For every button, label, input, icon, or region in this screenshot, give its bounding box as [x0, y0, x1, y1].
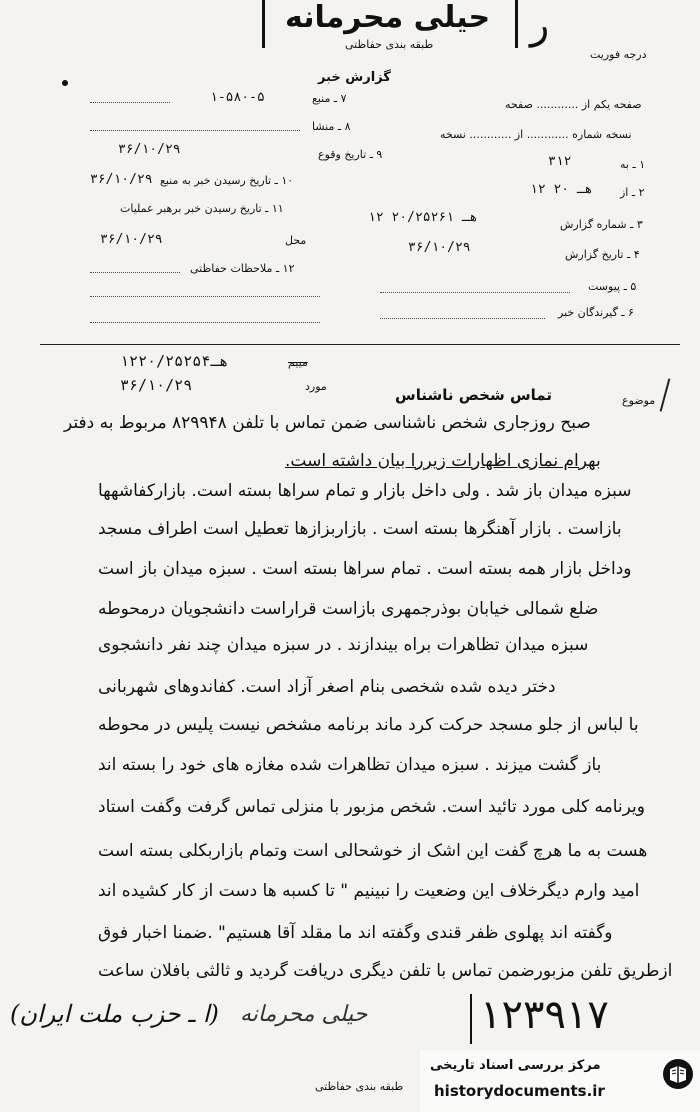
place-value: ۳۶/۱۰/۲۹: [100, 232, 163, 247]
to-label: ۱ ـ به: [620, 158, 646, 171]
to-value: ۳۱۲: [548, 154, 572, 169]
body-line: سبزه میدان تظاهرات براه بیندازند . در سبزه میدان چند نفر دانشجوی: [98, 635, 589, 655]
body-line: ضلع شمالی خیابان بوذرجمهری بازاست قراراست دانشجویان درمحوطه: [98, 599, 599, 619]
subject-value: تماس شخص ناشناس: [395, 386, 552, 404]
body-line: دختر دیده شده شخصی بنام اصغر آزاد است. کفاندوهای شهربانی: [98, 677, 556, 697]
dots: [380, 318, 545, 319]
classification-stamp: [262, 0, 518, 51]
dots: [380, 292, 570, 293]
date-occurred-label: ۹ ـ تاریخ وقوع: [318, 148, 383, 161]
date-to-source-value: ۳۶/۱۰/۲۹: [90, 172, 153, 187]
dots: [90, 296, 320, 297]
archive-book-icon: [662, 1058, 694, 1090]
source-value: ۱-۵۸۰-۵: [210, 90, 265, 105]
copy-number-label: نسخه شماره ............ از ............ نسخه: [440, 128, 632, 141]
reference-number: ۱۲هـ۲۰/۲۵۲۵۴: [120, 352, 229, 370]
body-line: وگفته اند پهلوی ظفر قندی وگفته اند ما مقلد آقا هستیم" .ضمنا اخبار فوق: [98, 923, 613, 943]
from-value: ۱۲ هـ ۲۰: [530, 182, 593, 197]
subject-tick-mark: [660, 378, 671, 411]
body-line: سبزه میدان باز شد . ولی داخل بازار و تمام سراها بسته است. بازارکفاشهها: [98, 481, 632, 501]
body-line: وداخل بازار همه بسته است . تمام سراها بسته است . سبزه میدان باز است: [98, 559, 632, 579]
body-line: امید وارم دیگرخلاف این وضعیت را نبینیم " تا کسبه ها دست از کار کشیده اند: [98, 881, 640, 901]
source-label: ۷ ـ منبع: [312, 92, 347, 105]
document-number: ۱۲۳۹۱۷: [480, 992, 609, 1038]
date-to-source-label: ۱۰ ـ تاریخ رسیدن خبر به منبع: [160, 174, 294, 187]
date-to-ops-label: ۱۱ ـ تاریخ رسیدن خبر برهبر عملیات: [120, 202, 284, 215]
body-line: بهرام نمازی اظهارات زیررا بیان داشته است.: [285, 451, 601, 471]
date-occurred-value: ۳۶/۱۰/۲۹: [118, 142, 181, 157]
recipients-label: ۶ ـ گیرندگان خبر: [558, 306, 634, 319]
reference-prefix: مییم: [288, 356, 308, 369]
stamp-top-text: حیلی محرمانه: [285, 0, 491, 35]
body-line: صبح روزجاری شخص ناشناسی ضمن تماس با تلفن ۸۲۹۹۴۸ مربوط به دفتر: [64, 413, 591, 433]
from-label: ۲ ـ از: [620, 186, 645, 199]
handwritten-annotation: (ا ـ حزب ملت ایران): [10, 1000, 219, 1028]
reference-date: ۳۶/۱۰/۲۹: [120, 376, 193, 394]
body-line: با لباس از جلو مسجد حرکت کرد ماند برنامه مشخص نیست پلیس در محوطه: [98, 715, 639, 735]
report-number-value: ۱۲ هـ ۲۰/۲۵۲۶۱: [368, 210, 478, 225]
body-line: باز گشت میزند . سبزه میدان تظاهرات شده مغازه های خود را بسته اند: [98, 755, 602, 775]
place-label: محل: [285, 234, 307, 247]
subject-label: موضوع: [622, 394, 656, 407]
bottom-stamp: طبقه بندی حفاظتی: [315, 1080, 404, 1093]
body-line: بازاست . بازار آهنگرها بسته است . بازاربزازها تعطیل است اطراف مسجد: [98, 519, 622, 539]
page-count-label: صفحه یکم از ............ صفحه: [505, 98, 642, 111]
watermark-name: مرکز بررسی اسناد تاریخی: [430, 1058, 601, 1073]
attachment-label: ۵ ـ پیوست: [588, 280, 637, 293]
watermark-url: historydocuments.ir: [434, 1082, 605, 1100]
dots: [90, 272, 180, 273]
report-date-label: ۴ ـ تاریخ گزارش: [565, 248, 640, 261]
report-date-value: ۳۶/۱۰/۲۹: [408, 240, 471, 255]
divider: [40, 344, 680, 345]
body-line: ویرنامه کلی مورد تائید است. شخص مزبور با منزلی تماس گرفت وگفت استاد: [98, 797, 645, 817]
priority-label: درجه فوریت: [590, 48, 647, 61]
reference-date-label: مورد: [305, 380, 327, 393]
report-number-label: ۳ ـ شماره گزارش: [560, 218, 643, 231]
notes-label: ۱۲ ـ ملاحظات حفاظتی: [190, 262, 295, 275]
origin-label: ۸ ـ منشا: [312, 120, 351, 133]
dots: [90, 130, 300, 131]
dots: [90, 102, 170, 103]
body-line: هست به ما هرچ گفت این اشک از خوشحالی است وتمام بازاربکلی بسته است: [98, 841, 648, 861]
dots: [90, 322, 320, 323]
body-line: ازطریق تلفن مزبورضمن تماس با تلفن دیگری دریافت گردید و ثالثی بافلان ساعت: [98, 961, 673, 981]
stamp-sub-text: طبقه بندی حفاظتی: [345, 38, 434, 51]
corner-mark: ر: [530, 2, 550, 48]
handwritten-classification: حیلی محرمانه: [240, 1002, 368, 1027]
punch-dot: [62, 80, 68, 86]
vertical-stroke: [470, 994, 472, 1044]
watermark: [420, 1050, 700, 1112]
report-title: گزارش خبر: [318, 70, 391, 85]
